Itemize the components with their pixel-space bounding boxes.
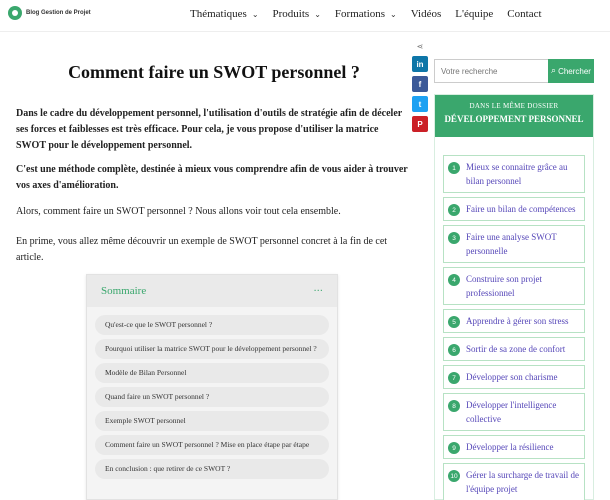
dossier-item[interactable] — [443, 337, 585, 361]
item-number: 6 — [448, 344, 460, 356]
toc-item[interactable]: Qu'est-ce que le SWOT personnel ? — [95, 315, 329, 335]
pinterest-share-button[interactable] — [412, 116, 428, 132]
dossier-subtitle: DANS LE MÊME DOSSIER — [469, 102, 559, 110]
dossier-item[interactable] — [443, 393, 585, 431]
item-number: 10 — [448, 470, 460, 482]
toc-item[interactable]: En conclusion : que retirer de ce SWOT ? — [95, 459, 329, 479]
social-share-bar — [410, 42, 430, 132]
nav-produits[interactable]: Produits ⌄ — [272, 8, 321, 20]
chevron-down-icon: ⌄ — [390, 9, 397, 19]
dossier-title: DÉVELOPPEMENT PERSONNEL — [444, 114, 584, 124]
method-paragraph: C'est une méthode complète, destinée à mieux vous comprendre afin de vous aider à trouver vos axes d'amélioration. — [16, 164, 408, 191]
facebook-share-button[interactable] — [412, 76, 428, 92]
search-input[interactable] — [434, 59, 548, 83]
search-button[interactable]: ⌕ Chercher — [548, 59, 594, 83]
dossier-item[interactable] — [443, 197, 585, 221]
page-title: Comment faire un SWOT personnel ? — [68, 62, 360, 82]
linkedin-share-button[interactable] — [412, 56, 428, 72]
item-number: 7 — [448, 372, 460, 384]
dossier-list — [435, 137, 593, 500]
dossier-item-link[interactable]: Construire son projet professionnel — [466, 274, 542, 298]
dossier-item[interactable] — [443, 463, 585, 500]
linkedin-icon: in — [416, 59, 424, 69]
search-icon: ⌕ — [551, 66, 557, 76]
nav-equipe[interactable]: L'équipe — [455, 8, 494, 20]
toc-item[interactable]: Pourquoi utiliser la matrice SWOT pour le développement personnel ? — [95, 339, 329, 359]
dossier-item[interactable] — [443, 267, 585, 305]
dossier-item-link[interactable]: Sortir de sa zone de confort — [466, 344, 566, 354]
dossier-item[interactable] — [443, 435, 585, 459]
dossier-item-link[interactable]: Développer son charisme — [466, 372, 558, 382]
article-content — [16, 40, 412, 263]
chevron-down-icon: ⌄ — [251, 9, 259, 19]
toc-title: Sommaire — [101, 285, 147, 297]
facebook-icon: f — [418, 79, 422, 89]
table-of-contents — [86, 274, 338, 500]
chevron-down-icon: ⌄ — [314, 9, 321, 19]
toc-item[interactable]: Modèle de Bilan Personnel — [95, 363, 329, 383]
main-nav — [190, 8, 556, 20]
item-number: 2 — [448, 204, 460, 216]
item-number: 5 — [448, 316, 460, 328]
dossier-item-link[interactable]: Développer l'intelligence collective — [466, 400, 557, 424]
item-number: 4 — [448, 274, 460, 286]
item-number: 1 — [448, 162, 460, 174]
dossier-item-link[interactable]: Apprendre à gérer son stress — [466, 316, 569, 326]
nav-videos[interactable]: Vidéos — [410, 8, 442, 20]
twitter-share-button[interactable] — [412, 96, 428, 112]
overview-paragraph: Alors, comment faire un SWOT personnel ? Nous allons voir tout cela ensemble. — [16, 206, 341, 217]
item-number: 9 — [448, 442, 460, 454]
pinterest-icon: P — [417, 119, 423, 129]
logo-text: Blog Gestion de Projet — [26, 10, 91, 16]
dossier-item-link[interactable]: Gérer la surcharge de travail de l'équipe projet — [466, 470, 580, 494]
dossier-header — [435, 95, 593, 137]
bonus-paragraph: En prime, vous allez même découvrir un exemple de SWOT personnel concret à la fin de cet article. — [16, 236, 388, 263]
dossier-item[interactable] — [443, 309, 585, 333]
toc-list — [87, 307, 337, 491]
toc-toggle-icon[interactable]: ··· — [313, 285, 323, 297]
share-icon: ⋖ — [416, 42, 424, 51]
dossier-item[interactable] — [443, 365, 585, 389]
nav-formations[interactable]: Formations ⌄ — [334, 8, 397, 20]
toc-item[interactable]: Comment faire un SWOT personnel ? Mise en place étape par étape — [95, 435, 329, 455]
intro-paragraph: Dans le cadre du développement personnel, l'utilisation d'outils de stratégie afin de déceler ses forces et faiblesses est très efficace. Pour cela, je vous propose d'utiliser la matrice SWOT pour le développement personnel. — [16, 108, 403, 151]
dossier-item[interactable] — [443, 155, 585, 193]
toc-header[interactable] — [87, 275, 337, 307]
toc-item[interactable]: Quand faire un SWOT personnel ? — [95, 387, 329, 407]
dossier-item-link[interactable]: Faire un bilan de compétences — [466, 204, 576, 214]
nav-contact[interactable]: Contact — [507, 8, 542, 20]
item-number: 8 — [448, 400, 460, 412]
site-logo[interactable] — [8, 6, 91, 20]
dossier-item[interactable] — [443, 225, 585, 263]
dossier-item-link[interactable]: Développer la résilience — [466, 442, 554, 452]
related-dossier — [434, 94, 594, 500]
nav-thematiques[interactable]: Thématiques ⌄ — [190, 8, 259, 20]
twitter-icon: t — [418, 99, 422, 109]
site-header — [0, 0, 610, 32]
toc-item[interactable]: Exemple SWOT personnel — [95, 411, 329, 431]
item-number: 3 — [448, 232, 460, 244]
search-form — [434, 59, 594, 83]
dossier-item-link[interactable]: Mieux se connaitre grâce au bilan personnel — [466, 162, 568, 186]
dossier-item-link[interactable]: Faire une analyse SWOT personnelle — [466, 232, 557, 256]
logo-icon — [8, 6, 22, 20]
